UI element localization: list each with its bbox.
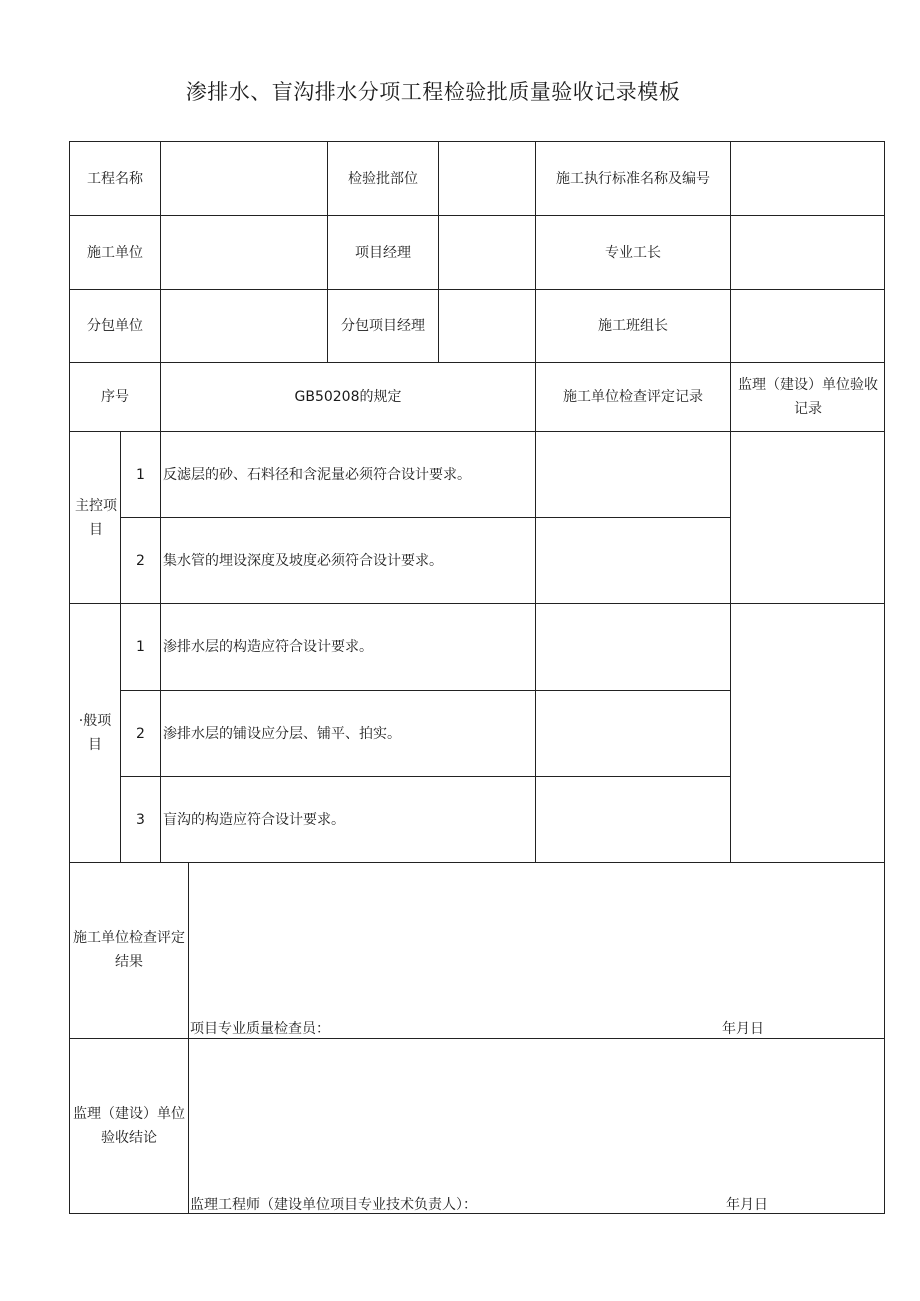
main-item-2-record[interactable] xyxy=(536,518,730,603)
general-item-2-text: 渗排水层的铺设应分层、铺平、拍实。 xyxy=(163,725,401,742)
general-item-1-record[interactable] xyxy=(536,604,730,690)
supervisor-date: 年月日 xyxy=(726,1197,768,1213)
supervisor-result-area[interactable] xyxy=(189,1039,884,1189)
project-name-label: 工程名称 xyxy=(87,170,143,187)
spec-column-header: GB50208的规定 xyxy=(294,389,402,405)
general-item-3-no: 3 xyxy=(136,811,145,828)
contractor-date: 年月日 xyxy=(722,1021,764,1037)
contractor-record-column-header: 施工单位检查评定记录 xyxy=(563,389,703,405)
supervisor-result-label: 监理（建设）单位验收结论 xyxy=(73,1106,185,1146)
general-supervisor-record[interactable] xyxy=(731,604,884,862)
subcontractor-value[interactable] xyxy=(161,290,327,362)
project-manager-value[interactable] xyxy=(439,216,535,289)
sub-manager-value[interactable] xyxy=(439,290,535,362)
general-item-1-no: 1 xyxy=(136,639,145,655)
main-control-supervisor-record[interactable] xyxy=(731,432,884,603)
foreman-label: 专业工长 xyxy=(605,244,661,261)
main-item-1-record[interactable] xyxy=(536,432,730,517)
inspection-part-label: 检验批部位 xyxy=(348,170,418,187)
construction-unit-value[interactable] xyxy=(161,216,327,289)
document-title: 渗排水、盲沟排水分项工程检验批质量验收记录模板 xyxy=(185,80,681,104)
sub-manager-label: 分包项目经理 xyxy=(341,318,425,334)
project-manager-label: 项目经理 xyxy=(355,244,411,261)
standard-label: 施工执行标准名称及编号 xyxy=(556,170,710,187)
general-item-2-no: 2 xyxy=(136,725,145,742)
supervisor-signer-label: 监理工程师（建设单位项目专业技术负责人）： xyxy=(190,1197,477,1213)
seq-column-header: 序号 xyxy=(101,389,129,405)
subcontractor-label: 分包单位 xyxy=(87,318,143,334)
team-leader-label: 施工班组长 xyxy=(598,318,668,334)
project-name-value[interactable] xyxy=(161,142,327,215)
general-item-3-record[interactable] xyxy=(536,777,730,862)
standard-value[interactable] xyxy=(731,142,884,215)
contractor-result-area[interactable] xyxy=(189,863,884,1013)
foreman-value[interactable] xyxy=(731,216,884,289)
main-control-label: 主控项目 xyxy=(75,497,117,538)
construction-unit-label: 施工单位 xyxy=(87,244,143,261)
main-item-1-no: 1 xyxy=(136,466,145,483)
contractor-result-label: 施工单位检查评定结果 xyxy=(73,930,185,970)
inspection-part-value[interactable] xyxy=(439,142,535,215)
team-leader-value[interactable] xyxy=(731,290,884,362)
general-item-3-text: 盲沟的构造应符合设计要求。 xyxy=(163,811,345,828)
general-item-2-record[interactable] xyxy=(536,691,730,776)
main-item-2-text: 集水管的埋设深度及坡度必须符合设计要求。 xyxy=(163,552,443,569)
main-item-2-no: 2 xyxy=(136,552,145,569)
general-items-label: ·般项目 xyxy=(78,713,112,753)
supervisor-record-column-header: 监理（建设）单位验收记录 xyxy=(738,377,878,417)
main-item-1-text: 反滤层的砂、石料径和含泥量必须符合设计要求。 xyxy=(163,466,471,483)
general-item-1-text: 渗排水层的构造应符合设计要求。 xyxy=(163,639,373,655)
contractor-signer-label: 项目专业质量检查员： xyxy=(190,1021,330,1037)
